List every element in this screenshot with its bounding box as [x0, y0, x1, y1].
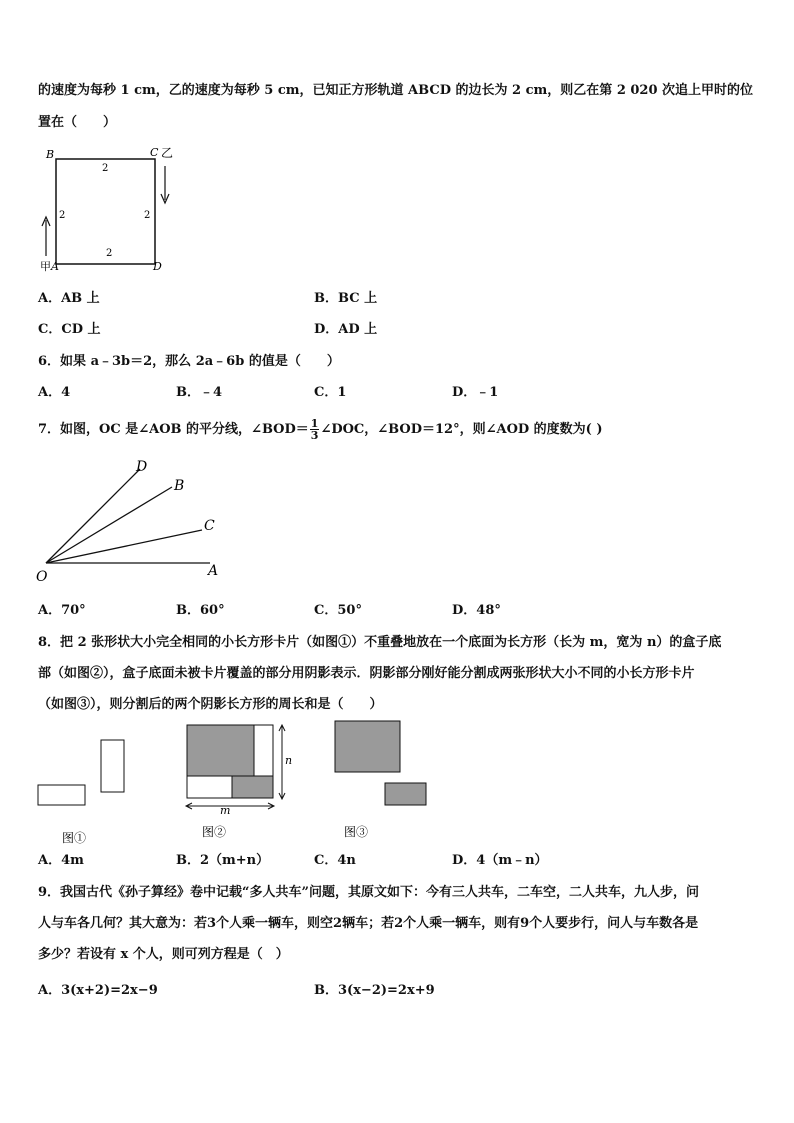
label-b: B [46, 148, 55, 161]
split-rect-large [335, 721, 400, 772]
q5-option-b: B．BC 上 [314, 291, 378, 306]
q9-stem-line3: 多少？若设有 x 个人，则可列方程是（ ） [38, 947, 289, 962]
q9-option-b: B．3(x−2)=2x+9 [314, 983, 435, 998]
fraction-one-third [310, 418, 320, 441]
fraction-denominator: 3 [310, 429, 319, 442]
label-b: B [174, 478, 185, 494]
q6-option-a: A．4 [38, 385, 71, 400]
q9-option-a: A．3(x+2)=2x−9 [38, 983, 158, 998]
q5-stem-line2: 置在（ ） [38, 115, 117, 130]
q8-stem-line2: 部（如图②），盒子底面未被卡片覆盖的部分用阴影表示．阴影部分刚好能分割成两张形状大小不同的小长方形卡片 [38, 666, 695, 681]
ray-oc [46, 530, 202, 563]
q6-stem: 6．如果 a﹣3b＝2，那么 2a﹣6b 的值是（ ） [38, 354, 340, 369]
q8-stem-line1: 8．把 2 张形状大小完全相同的小长方形卡片（如图①）不重叠地放在一个底面为长方形（长为 m，宽为 n）的盒子底 [38, 635, 722, 650]
card-vertical [101, 740, 124, 792]
q7-stem-part2: ∠DOC，∠BOD＝12°，则∠AOD 的度数为( ) [320, 422, 603, 437]
label-n: n [285, 754, 293, 767]
q5-square-figure [36, 140, 186, 275]
side-right-length: 2 [144, 210, 151, 221]
shaded-region-top [187, 725, 254, 776]
shaded-region-bottom [232, 776, 273, 798]
q7-stem [38, 418, 603, 442]
label-jia: 甲 [40, 260, 51, 273]
q7-option-c: C．50° [314, 603, 362, 618]
label-o: O [36, 569, 48, 585]
q8-figures [34, 718, 434, 848]
caption-figure-3: 图③ [344, 825, 369, 839]
caption-figure-1: 图① [62, 831, 87, 845]
q7-option-b: B．60° [176, 603, 225, 618]
caption-figure-2: 图② [202, 825, 227, 839]
q6-option-d: D．﹣1 [452, 385, 499, 400]
ray-od [46, 469, 140, 563]
q5-option-a: A．AB 上 [38, 291, 100, 306]
split-rect-small [385, 783, 426, 805]
ray-ob [46, 487, 172, 563]
label-d: D [136, 459, 148, 475]
q9-stem-line2: 人与车各几何？其大意为：若3个人乘一辆车，则空2辆车；若2个人乘一辆车，则有9个人要步行，问人与车数各是 [38, 916, 699, 931]
q8-option-a: A．4m [38, 853, 84, 868]
card-placed-vertical [254, 725, 273, 776]
q8-stem-line3: （如图③），则分割后的两个阴影长方形的周长和是（ ） [38, 697, 383, 712]
card-placed-horizontal [187, 776, 232, 798]
q7-option-d: D．48° [452, 603, 501, 618]
q5-option-c: C．CD 上 [38, 322, 101, 337]
label-d: D [153, 260, 162, 273]
q8-option-b: B．2（m+n） [176, 853, 270, 868]
q7-stem-part1: 7．如图，OC 是∠AOB 的平分线，∠BOD＝ [38, 422, 309, 437]
q8-option-c: C．4n [314, 853, 356, 868]
q5-option-d: D．AD 上 [314, 322, 378, 337]
q5-stem-line1: 的速度为每秒 1 cm，乙的速度为每秒 5 cm，已知正方形轨道 ABCD 的边长为 2 cm，则乙在第 2 020 次追上甲时的位 [38, 83, 754, 98]
label-c: C [150, 146, 159, 159]
label-yi: 乙 [161, 146, 174, 160]
q6-option-b: B．﹣4 [176, 385, 223, 400]
side-bottom-length: 2 [106, 248, 113, 259]
side-top-length: 2 [102, 163, 109, 174]
side-left-length: 2 [59, 210, 66, 221]
label-a: A [51, 260, 59, 273]
label-m: m [220, 804, 231, 817]
q7-option-a: A．70° [38, 603, 86, 618]
q6-option-c: C．1 [314, 385, 347, 400]
fraction-numerator: 1 [310, 417, 319, 430]
q9-stem-line1: 9．我国古代《孙子算经》卷中记载“多人共车”问题，其原文如下：今有三人共车，二车空，二人共车，九人步，问 [38, 885, 700, 900]
label-c: C [204, 518, 215, 534]
q8-option-d: D．4（m﹣n） [452, 853, 548, 868]
card-horizontal [38, 785, 85, 805]
q7-angle-figure [32, 455, 232, 585]
label-a: A [208, 563, 219, 579]
